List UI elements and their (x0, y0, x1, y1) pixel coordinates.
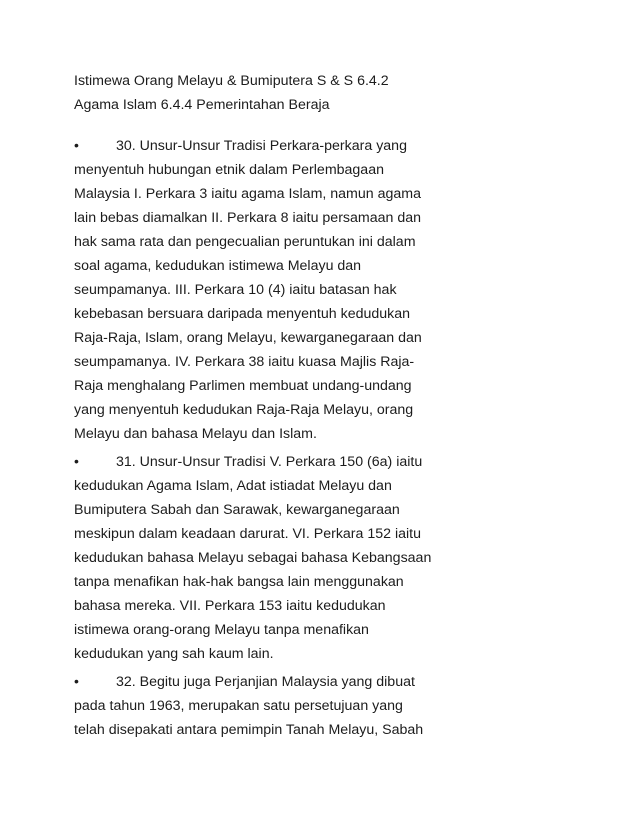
paragraph-line: kedudukan Agama Islam, Adat istiadat Melayu dan (74, 478, 392, 494)
paragraph-line: pada tahun 1963, merupakan satu persetujuan yang (74, 698, 403, 714)
paragraph-first-line (74, 133, 434, 158)
paragraph-heading-text: 30. Unsur-Unsur Tradisi Perkara-perkara yang (116, 138, 407, 154)
paragraph-heading-text: 31. Unsur-Unsur Tradisi V. Perkara 150 (6a) iaitu (116, 454, 423, 470)
paragraph-line: seumpamanya. IV. Perkara 38 iaitu kuasa Majlis Raja- (74, 354, 415, 370)
paragraph-first-line (74, 449, 434, 474)
paragraph-line: bahasa mereka. VII. Perkara 153 iaitu kedudukan (74, 598, 386, 614)
paragraph-line: telah disepakati antara pemimpin Tanah Melayu, Sabah (74, 722, 424, 738)
bullet-icon: • (74, 673, 79, 689)
paragraph-line: kedudukan yang sah kaum lain. (74, 646, 274, 662)
paragraph-line: kebebasan bersuara daripada menyentuh kedudukan (74, 306, 411, 322)
paragraph-line: Malaysia I. Perkara 3 iaitu agama Islam, namun agama (74, 186, 421, 202)
paragraph-first-line (74, 669, 434, 694)
intro-line: Agama Islam 6.4.4 Pemerintahan Beraja (74, 97, 330, 113)
paragraph-line: Melayu dan bahasa Melayu dan Islam. (74, 426, 317, 442)
paragraph-line: menyentuh hubungan etnik dalam Perlembagaan (74, 162, 384, 178)
bullet-paragraph-32 (74, 669, 434, 742)
paragraph-line: Raja-Raja, Islam, orang Melayu, kewarganegaraan dan (74, 330, 422, 346)
paragraph-line: istimewa orang-orang Melayu tanpa menafikan (74, 622, 369, 638)
paragraph-line: Raja menghalang Parlimen membuat undang-undang (74, 378, 412, 394)
bullet-paragraph-31 (74, 449, 434, 666)
paragraph-line: seumpamanya. III. Perkara 10 (4) iaitu batasan hak (74, 282, 397, 298)
paragraph-line: yang menyentuh kedudukan Raja-Raja Melayu, orang (74, 402, 414, 418)
paragraph-line: kedudukan bahasa Melayu sebagai bahasa Kebangsaan (74, 550, 432, 566)
paragraph-line: soal agama, kedudukan istimewa Melayu dan (74, 258, 362, 274)
bullet-paragraph-30 (74, 133, 434, 446)
paragraph-line: tanpa menafikan hak-hak bangsa lain menggunakan (74, 574, 404, 590)
paragraph-line: meskipun dalam keadaan darurat. VI. Perkara 152 iaitu (74, 526, 422, 542)
paragraph-heading-text: 32. Begitu juga Perjanjian Malaysia yang dibuat (116, 674, 415, 690)
bullet-icon: • (74, 453, 79, 469)
paragraph-line: lain bebas diamalkan II. Perkara 8 iaitu persamaan dan (74, 210, 422, 226)
intro-line: Istimewa Orang Melayu & Bumiputera S & S 6.4.2 (74, 73, 389, 89)
bullet-icon: • (74, 137, 79, 153)
intro-text (74, 69, 454, 117)
paragraph-line: Bumiputera Sabah dan Sarawak, kewarganegaraan (74, 502, 400, 518)
paragraph-line: hak sama rata dan pengecualian peruntukan ini dalam (74, 234, 416, 250)
